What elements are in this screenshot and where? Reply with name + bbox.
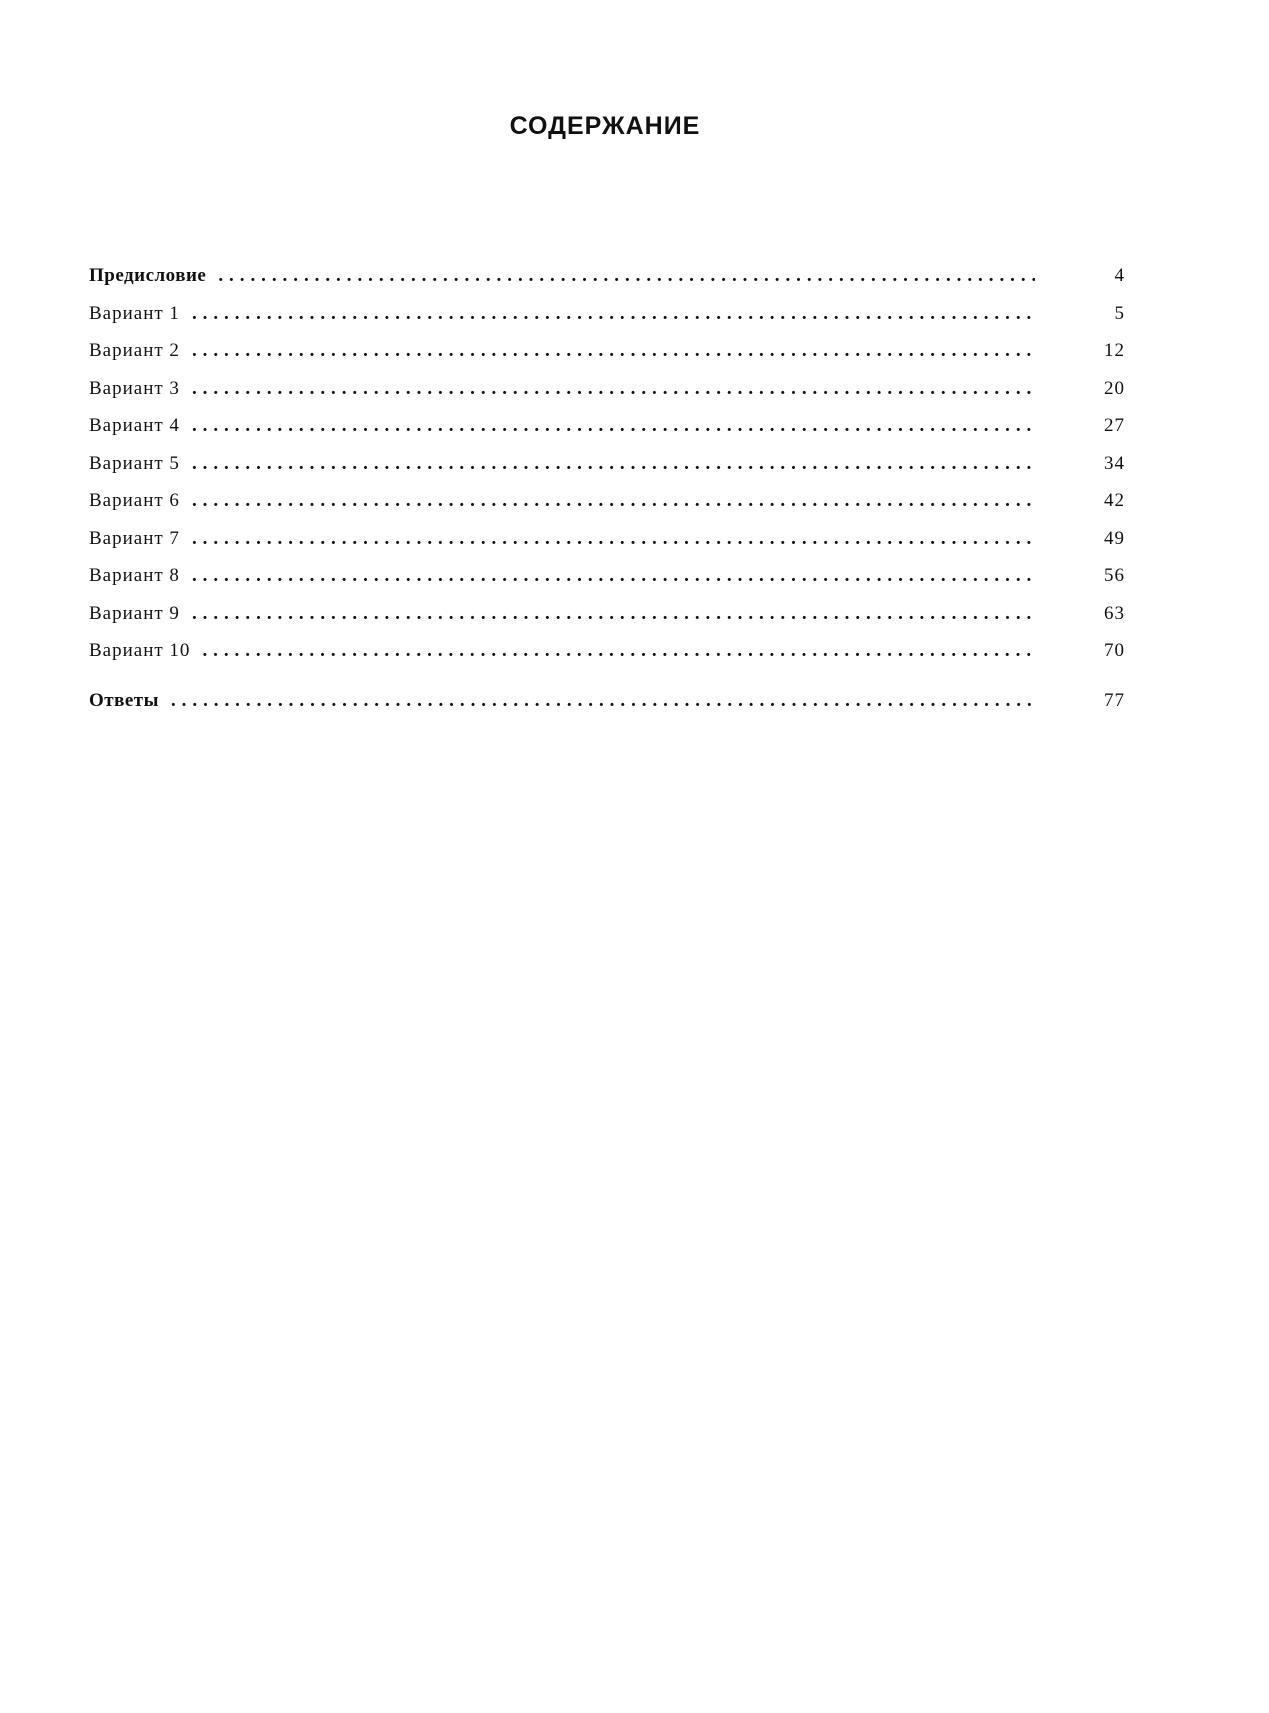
toc-entry-label: Вариант 5 [89, 452, 180, 474]
dot-leader [186, 378, 1041, 400]
table-of-contents [89, 265, 1125, 727]
toc-entry-variant-6[interactable] [89, 490, 1125, 528]
toc-entry-variant-10[interactable] [89, 640, 1125, 678]
toc-entry-variant-8[interactable] [89, 565, 1125, 603]
dot-leader [165, 690, 1041, 712]
toc-entry-label: Вариант 4 [89, 415, 180, 436]
toc-entry-preface[interactable] [89, 265, 1125, 303]
toc-entry-answers[interactable] [89, 690, 1125, 728]
toc-entry-page-number: 34 [1104, 452, 1125, 474]
toc-entry-page-number: 5 [1114, 302, 1125, 324]
toc-entry-label: Предисловие [89, 265, 207, 286]
toc-entry-label: Вариант 3 [89, 377, 180, 399]
dot-leader [186, 565, 1041, 587]
toc-entry-label: Вариант 6 [89, 490, 180, 511]
toc-entry-label: Вариант 7 [89, 527, 180, 549]
dot-leader [186, 303, 1041, 325]
toc-entry-variant-1[interactable] [89, 303, 1125, 341]
toc-entry-variant-4[interactable] [89, 415, 1125, 453]
dot-leader [186, 490, 1041, 512]
toc-entry-page-number: 27 [1104, 415, 1125, 436]
dot-leader [186, 528, 1041, 550]
toc-entry-page-number: 20 [1104, 377, 1125, 399]
dot-leader [186, 453, 1041, 475]
toc-entry-variant-2[interactable] [89, 340, 1125, 378]
toc-entry-page-number: 42 [1104, 490, 1125, 511]
toc-entry-label: Вариант 8 [89, 565, 180, 586]
dot-leader [186, 340, 1041, 362]
toc-entry-label: Вариант 10 [89, 640, 191, 661]
toc-entry-variant-7[interactable] [89, 528, 1125, 566]
toc-entry-page-number: 12 [1104, 340, 1125, 361]
toc-entry-page-number: 56 [1104, 565, 1125, 586]
toc-entry-page-number: 63 [1104, 602, 1125, 624]
dot-leader [196, 640, 1041, 662]
page-title: СОДЕРЖАНИЕ [509, 112, 701, 140]
toc-entry-page-number: 77 [1104, 689, 1125, 711]
toc-entry-label: Вариант 9 [89, 602, 180, 624]
toc-entry-label: Вариант 2 [89, 340, 180, 361]
toc-entry-page-number: 49 [1104, 527, 1125, 549]
dot-leader [186, 415, 1041, 437]
toc-entry-page-number: 70 [1104, 640, 1125, 661]
toc-entry-page-number: 4 [1114, 265, 1125, 286]
toc-entry-variant-3[interactable] [89, 378, 1125, 416]
dot-leader [186, 603, 1041, 625]
toc-entry-label: Вариант 1 [89, 302, 180, 324]
toc-entry-variant-9[interactable] [89, 603, 1125, 641]
toc-entry-variant-5[interactable] [89, 453, 1125, 491]
dot-leader [212, 265, 1041, 287]
toc-entry-label: Ответы [89, 689, 159, 711]
